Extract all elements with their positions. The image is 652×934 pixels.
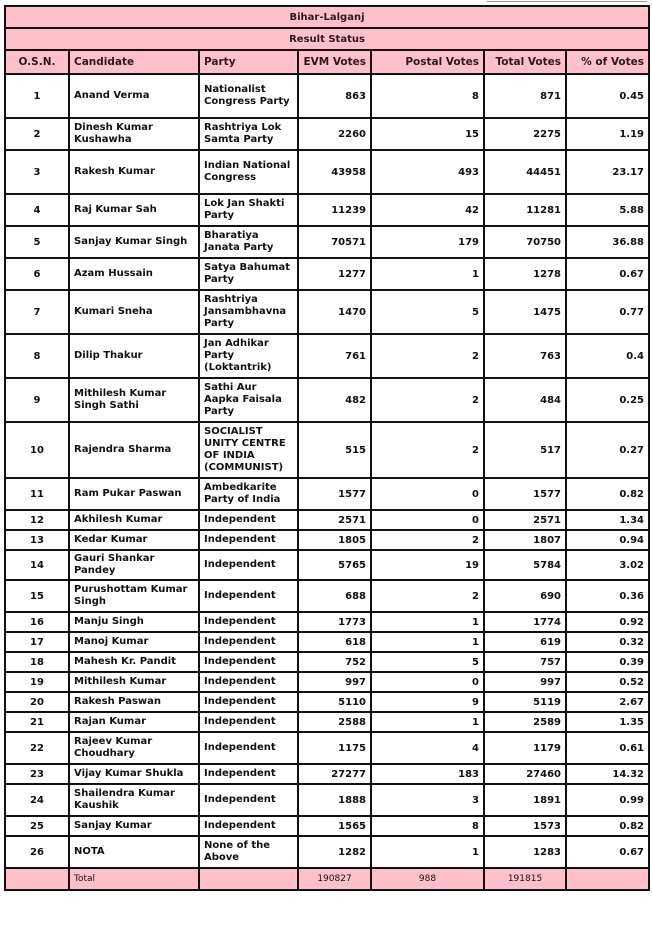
cell-candidate: Raj Kumar Sah (69, 194, 199, 226)
cell-party: Independent (199, 692, 298, 712)
table-row (5, 732, 649, 764)
table-row (5, 692, 649, 712)
cell-total-votes: 619 (484, 632, 566, 652)
cell-party: Independent (199, 712, 298, 732)
cell-candidate: Purushottam Kumar Singh (69, 580, 199, 612)
cell-percent-votes: 0.45 (566, 74, 649, 118)
column-header-row (5, 50, 649, 74)
cell-postal-votes: 5 (371, 290, 484, 334)
cell-evm-votes: 1888 (298, 784, 371, 816)
cell-evm-votes: 1282 (298, 836, 371, 868)
totals-osn (5, 868, 69, 890)
header-osn: O.S.N. (5, 50, 69, 74)
cell-total-votes: 1774 (484, 612, 566, 632)
cell-postal-votes: 0 (371, 478, 484, 510)
cell-postal-votes: 0 (371, 510, 484, 530)
cell-osn: 5 (5, 226, 69, 258)
table-row (5, 478, 649, 510)
cell-percent-votes: 0.27 (566, 422, 649, 478)
cell-party: Jan Adhikar Party (Loktantrik) (199, 334, 298, 378)
cell-evm-votes: 1577 (298, 478, 371, 510)
cell-postal-votes: 42 (371, 194, 484, 226)
top-divider (487, 0, 647, 2)
cell-party: Independent (199, 672, 298, 692)
cell-percent-votes: 0.61 (566, 732, 649, 764)
table-row (5, 74, 649, 118)
cell-osn: 14 (5, 550, 69, 580)
cell-total-votes: 5119 (484, 692, 566, 712)
cell-evm-votes: 761 (298, 334, 371, 378)
cell-candidate: Rajeev Kumar Choudhary (69, 732, 199, 764)
cell-osn: 9 (5, 378, 69, 422)
table-row (5, 816, 649, 836)
cell-evm-votes: 2260 (298, 118, 371, 150)
cell-total-votes: 2589 (484, 712, 566, 732)
cell-evm-votes: 43958 (298, 150, 371, 194)
cell-evm-votes: 70571 (298, 226, 371, 258)
cell-party: Independent (199, 632, 298, 652)
cell-total-votes: 27460 (484, 764, 566, 784)
cell-percent-votes: 3.02 (566, 550, 649, 580)
cell-candidate: Rajan Kumar (69, 712, 199, 732)
cell-osn: 10 (5, 422, 69, 478)
cell-postal-votes: 2 (371, 378, 484, 422)
cell-postal-votes: 0 (371, 672, 484, 692)
cell-evm-votes: 1565 (298, 816, 371, 836)
cell-candidate: Mithilesh Kumar Singh Sathi (69, 378, 199, 422)
table-row (5, 612, 649, 632)
cell-candidate: Gauri Shankar Pandey (69, 550, 199, 580)
cell-osn: 21 (5, 712, 69, 732)
cell-evm-votes: 997 (298, 672, 371, 692)
totals-postal: 988 (371, 868, 484, 890)
cell-osn: 23 (5, 764, 69, 784)
cell-percent-votes: 1.19 (566, 118, 649, 150)
constituency-title-row (5, 6, 649, 28)
cell-party: Rashtriya Jansambhavna Party (199, 290, 298, 334)
cell-party: Sathi Aur Aapka Faisala Party (199, 378, 298, 422)
cell-evm-votes: 482 (298, 378, 371, 422)
cell-evm-votes: 1773 (298, 612, 371, 632)
cell-osn: 25 (5, 816, 69, 836)
cell-party: Independent (199, 784, 298, 816)
cell-party: Independent (199, 816, 298, 836)
cell-percent-votes: 0.36 (566, 580, 649, 612)
cell-osn: 15 (5, 580, 69, 612)
cell-postal-votes: 3 (371, 784, 484, 816)
totals-total: 191815 (484, 868, 566, 890)
cell-evm-votes: 1175 (298, 732, 371, 764)
totals-party (199, 868, 298, 890)
cell-candidate: Mahesh Kr. Pandit (69, 652, 199, 672)
cell-total-votes: 11281 (484, 194, 566, 226)
cell-osn: 16 (5, 612, 69, 632)
table-row (5, 784, 649, 816)
cell-evm-votes: 27277 (298, 764, 371, 784)
cell-candidate: Mithilesh Kumar (69, 672, 199, 692)
cell-evm-votes: 2571 (298, 510, 371, 530)
cell-percent-votes: 2.67 (566, 692, 649, 712)
cell-percent-votes: 0.32 (566, 632, 649, 652)
cell-candidate: NOTA (69, 836, 199, 868)
cell-evm-votes: 5110 (298, 692, 371, 712)
cell-candidate: Rajendra Sharma (69, 422, 199, 478)
cell-osn: 11 (5, 478, 69, 510)
cell-total-votes: 1891 (484, 784, 566, 816)
cell-osn: 8 (5, 334, 69, 378)
cell-postal-votes: 8 (371, 74, 484, 118)
header-evm-votes: EVM Votes (298, 50, 371, 74)
cell-postal-votes: 183 (371, 764, 484, 784)
cell-candidate: Vijay Kumar Shukla (69, 764, 199, 784)
result-status-title: Result Status (5, 28, 649, 50)
cell-percent-votes: 0.52 (566, 672, 649, 692)
cell-candidate: Kedar Kumar (69, 530, 199, 550)
cell-percent-votes: 36.88 (566, 226, 649, 258)
cell-percent-votes: 0.82 (566, 478, 649, 510)
cell-candidate: Rakesh Kumar (69, 150, 199, 194)
cell-osn: 1 (5, 74, 69, 118)
cell-percent-votes: 14.32 (566, 764, 649, 784)
cell-percent-votes: 0.25 (566, 378, 649, 422)
cell-percent-votes: 0.94 (566, 530, 649, 550)
cell-candidate: Azam Hussain (69, 258, 199, 290)
cell-osn: 22 (5, 732, 69, 764)
cell-percent-votes: 0.39 (566, 652, 649, 672)
cell-party: Independent (199, 732, 298, 764)
cell-candidate: Rakesh Paswan (69, 692, 199, 712)
cell-evm-votes: 515 (298, 422, 371, 478)
cell-candidate: Dilip Thakur (69, 334, 199, 378)
table-row (5, 334, 649, 378)
cell-percent-votes: 0.4 (566, 334, 649, 378)
cell-party: Independent (199, 580, 298, 612)
cell-party: Satya Bahumat Party (199, 258, 298, 290)
table-row (5, 194, 649, 226)
table-row (5, 530, 649, 550)
cell-postal-votes: 1 (371, 836, 484, 868)
cell-party: Independent (199, 612, 298, 632)
cell-total-votes: 517 (484, 422, 566, 478)
cell-postal-votes: 1 (371, 258, 484, 290)
cell-candidate: Manju Singh (69, 612, 199, 632)
cell-osn: 13 (5, 530, 69, 550)
cell-osn: 19 (5, 672, 69, 692)
result-status-row (5, 28, 649, 50)
cell-total-votes: 2275 (484, 118, 566, 150)
results-table (4, 5, 650, 891)
table-row (5, 580, 649, 612)
cell-party: SOCIALIST UNITY CENTRE OF INDIA (COMMUNIST) (199, 422, 298, 478)
table-row (5, 550, 649, 580)
cell-osn: 17 (5, 632, 69, 652)
cell-total-votes: 1283 (484, 836, 566, 868)
cell-postal-votes: 493 (371, 150, 484, 194)
cell-candidate: Ram Pukar Paswan (69, 478, 199, 510)
cell-evm-votes: 688 (298, 580, 371, 612)
cell-party: None of the Above (199, 836, 298, 868)
table-row (5, 836, 649, 868)
cell-percent-votes: 5.88 (566, 194, 649, 226)
table-row (5, 378, 649, 422)
table-row (5, 290, 649, 334)
cell-total-votes: 1577 (484, 478, 566, 510)
cell-osn: 12 (5, 510, 69, 530)
cell-percent-votes: 1.34 (566, 510, 649, 530)
cell-total-votes: 1807 (484, 530, 566, 550)
header-party: Party (199, 50, 298, 74)
cell-total-votes: 763 (484, 334, 566, 378)
cell-postal-votes: 5 (371, 652, 484, 672)
table-row (5, 510, 649, 530)
cell-candidate: Sanjay Kumar Singh (69, 226, 199, 258)
header-postal-votes: Postal Votes (371, 50, 484, 74)
table-row (5, 764, 649, 784)
cell-evm-votes: 2588 (298, 712, 371, 732)
cell-total-votes: 997 (484, 672, 566, 692)
totals-pct (566, 868, 649, 890)
cell-osn: 26 (5, 836, 69, 868)
cell-postal-votes: 1 (371, 632, 484, 652)
cell-percent-votes: 0.67 (566, 836, 649, 868)
cell-total-votes: 44451 (484, 150, 566, 194)
cell-evm-votes: 5765 (298, 550, 371, 580)
cell-total-votes: 1573 (484, 816, 566, 836)
cell-total-votes: 2571 (484, 510, 566, 530)
cell-party: Ambedkarite Party of India (199, 478, 298, 510)
cell-percent-votes: 0.67 (566, 258, 649, 290)
cell-postal-votes: 4 (371, 732, 484, 764)
table-row (5, 422, 649, 478)
totals-row (5, 868, 649, 890)
cell-party: Lok Jan Shakti Party (199, 194, 298, 226)
cell-total-votes: 484 (484, 378, 566, 422)
cell-candidate: Manoj Kumar (69, 632, 199, 652)
cell-postal-votes: 15 (371, 118, 484, 150)
cell-osn: 24 (5, 784, 69, 816)
cell-party: Independent (199, 764, 298, 784)
cell-total-votes: 1475 (484, 290, 566, 334)
header-percent-votes: % of Votes (566, 50, 649, 74)
constituency-title: Bihar-Lalganj (5, 6, 649, 28)
cell-party: Independent (199, 550, 298, 580)
table-row (5, 652, 649, 672)
cell-postal-votes: 1 (371, 612, 484, 632)
cell-postal-votes: 8 (371, 816, 484, 836)
cell-evm-votes: 618 (298, 632, 371, 652)
cell-party: Independent (199, 652, 298, 672)
cell-evm-votes: 752 (298, 652, 371, 672)
totals-evm: 190827 (298, 868, 371, 890)
cell-percent-votes: 0.77 (566, 290, 649, 334)
cell-total-votes: 70750 (484, 226, 566, 258)
cell-total-votes: 5784 (484, 550, 566, 580)
cell-candidate: Anand Verma (69, 74, 199, 118)
table-row (5, 258, 649, 290)
cell-party: Indian National Congress (199, 150, 298, 194)
cell-party: Nationalist Congress Party (199, 74, 298, 118)
cell-osn: 2 (5, 118, 69, 150)
cell-party: Independent (199, 530, 298, 550)
table-row (5, 118, 649, 150)
cell-party: Rashtriya Lok Samta Party (199, 118, 298, 150)
table-row (5, 226, 649, 258)
cell-total-votes: 871 (484, 74, 566, 118)
cell-postal-votes: 2 (371, 334, 484, 378)
cell-percent-votes: 1.35 (566, 712, 649, 732)
cell-evm-votes: 1277 (298, 258, 371, 290)
cell-percent-votes: 0.82 (566, 816, 649, 836)
cell-candidate: Shailendra Kumar Kaushik (69, 784, 199, 816)
cell-party: Bharatiya Janata Party (199, 226, 298, 258)
table-row (5, 712, 649, 732)
results-body (5, 74, 649, 868)
cell-postal-votes: 1 (371, 712, 484, 732)
cell-percent-votes: 0.92 (566, 612, 649, 632)
cell-total-votes: 757 (484, 652, 566, 672)
table-row (5, 150, 649, 194)
totals-label: Total (69, 868, 199, 890)
cell-postal-votes: 19 (371, 550, 484, 580)
cell-postal-votes: 2 (371, 422, 484, 478)
cell-postal-votes: 2 (371, 580, 484, 612)
cell-candidate: Akhilesh Kumar (69, 510, 199, 530)
table-row (5, 672, 649, 692)
cell-candidate: Dinesh Kumar Kushawha (69, 118, 199, 150)
table-row (5, 632, 649, 652)
cell-total-votes: 1179 (484, 732, 566, 764)
cell-osn: 4 (5, 194, 69, 226)
cell-postal-votes: 179 (371, 226, 484, 258)
cell-evm-votes: 863 (298, 74, 371, 118)
cell-candidate: Sanjay Kumar (69, 816, 199, 836)
cell-evm-votes: 11239 (298, 194, 371, 226)
cell-total-votes: 690 (484, 580, 566, 612)
cell-osn: 3 (5, 150, 69, 194)
cell-evm-votes: 1470 (298, 290, 371, 334)
cell-osn: 7 (5, 290, 69, 334)
cell-osn: 18 (5, 652, 69, 672)
cell-candidate: Kumari Sneha (69, 290, 199, 334)
header-candidate: Candidate (69, 50, 199, 74)
cell-osn: 20 (5, 692, 69, 712)
cell-percent-votes: 23.17 (566, 150, 649, 194)
header-total-votes: Total Votes (484, 50, 566, 74)
cell-osn: 6 (5, 258, 69, 290)
cell-percent-votes: 0.99 (566, 784, 649, 816)
cell-party: Independent (199, 510, 298, 530)
cell-postal-votes: 2 (371, 530, 484, 550)
cell-postal-votes: 9 (371, 692, 484, 712)
cell-total-votes: 1278 (484, 258, 566, 290)
cell-evm-votes: 1805 (298, 530, 371, 550)
